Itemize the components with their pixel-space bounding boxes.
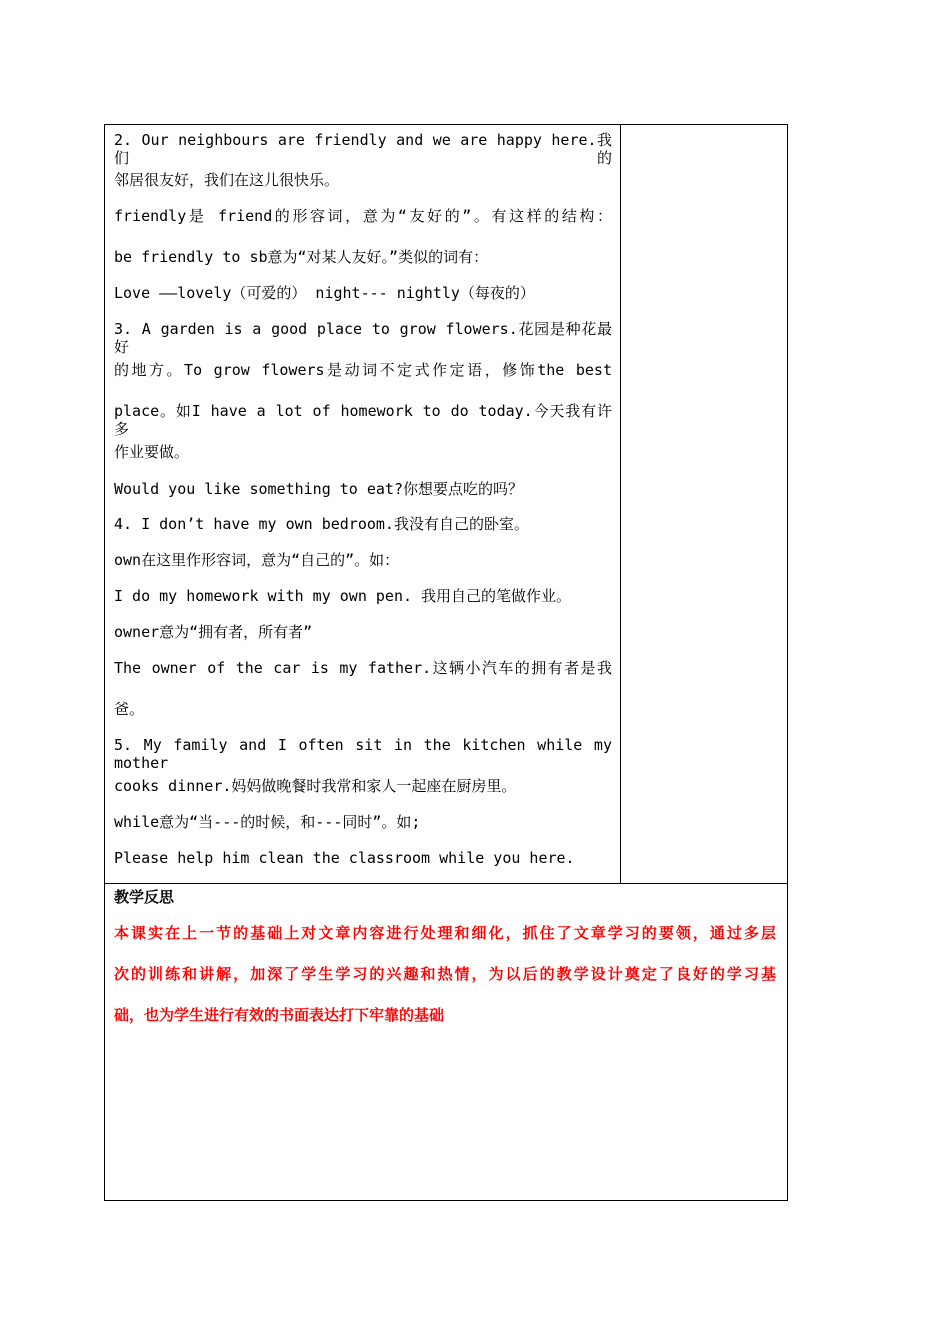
note-line: own在这里作形容词，意为“自己的”。如： <box>114 551 400 569</box>
note-line: 3. A garden is a good place to grow flowers.花园是种花最好 <box>114 320 612 356</box>
reflection-cell <box>105 883 787 1200</box>
note-line: 的地方。To grow flowers是动词不定式作定语，修饰the best <box>114 361 612 379</box>
note-line: Please help him clean the classroom while you here. <box>114 849 575 867</box>
note-line: 作业要做。 <box>114 443 190 461</box>
reflection-line: 本课实在上一节的基础上对文章内容进行处理和细化，抓住了文章学习的要领，通过多层 <box>114 924 776 942</box>
note-line: cooks dinner.妈妈做晚餐时我常和家人一起座在厨房里。 <box>114 777 517 795</box>
lesson-table <box>104 124 788 1201</box>
side-cell <box>621 125 787 883</box>
reflection-line: 次的训练和讲解，加深了学生学习的兴趣和热情，为以后的教学设计奠定了良好的学习基 <box>114 965 776 983</box>
note-line: be friendly to sb意为“对某人友好。”类似的词有： <box>114 248 489 266</box>
note-line: while意为“当---的时候，和---同时”。如; <box>114 813 421 831</box>
note-line: 4. I don’t have my own bedroom.我没有自己的卧室。 <box>114 515 529 533</box>
note-line: I do my homework with my own pen. 我用自己的笔做作业。 <box>114 587 572 605</box>
note-line: 2. Our neighbours are friendly and we are happy here.我们的 <box>114 131 612 167</box>
note-line: friendly是 friend的形容词，意为“友好的”。有这样的结构： <box>114 207 612 225</box>
reflection-line: 础，也为学生进行有效的书面表达打下牢靠的基础 <box>114 1006 445 1024</box>
note-line: Love ——lovely（可爱的） night--- nightly（每夜的） <box>114 284 535 302</box>
note-line: 爸。 <box>114 700 145 718</box>
note-line: The owner of the car is my father.这辆小汽车的拥有者是我 <box>114 659 612 677</box>
note-line: Would you like something to eat?你想要点吃的吗？ <box>114 480 523 498</box>
note-line: 邻居很友好，我们在这儿很快乐。 <box>114 171 340 189</box>
notes-cell <box>105 125 621 883</box>
reflection-title: 教学反思 <box>114 888 175 906</box>
note-line: place。如I have a lot of homework to do today.今天我有许多 <box>114 402 612 438</box>
note-line: 5. My family and I often sit in the kitchen while my mother <box>114 736 612 772</box>
note-line: owner意为“拥有者，所有者” <box>114 623 313 641</box>
